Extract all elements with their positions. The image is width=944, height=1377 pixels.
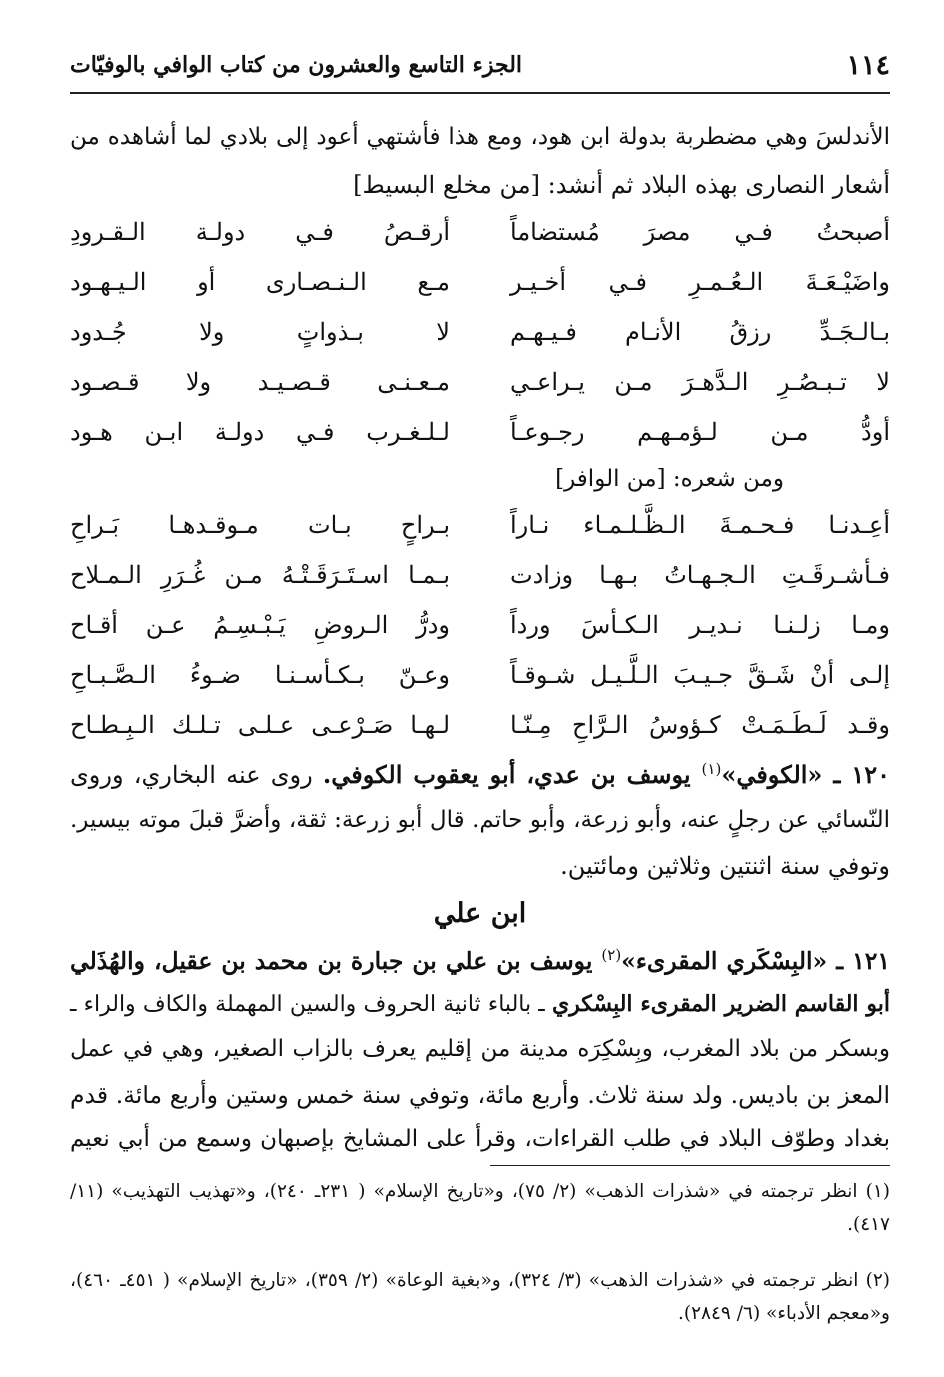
poem1-verse-3-right: بـالـجَـدِّ رزقُ الأنـام فـيـهـم [510, 318, 890, 346]
poem2-verse-2-left: بـمـا اسـتَـرَقَـتْـهُ مـن غُـرَرِ الـمـلاح [70, 561, 450, 589]
entry-121-line-5: بغداد وطوّف البلاد في طلب القراءات، وقرأ على المشايخ بإصبهان وسمع من أبي نعيم [70, 1126, 890, 1152]
entry-121-line-3: وبسكر من بلاد المغرب، وبِسْكِرَه مدينة من إقليم يعرف بالزاب الصغير، وهي في عمل [70, 1036, 890, 1062]
footnote-1-line-2: ٤١٧). [847, 1214, 890, 1235]
entry-121-name-bold: أبو القاسم الضرير المقرىء البِسْكري [551, 991, 890, 1017]
intro-line-2: أشعار النصارى بهذه البلاد ثم أنشد: [من مخلع البسيط] [353, 171, 890, 199]
entry-120-line-2: النّسائي عن رجلٍ عنه، وأبو زرعة، وأبو حاتم. قال أبو زرعة: ثقة، وأضرَّ قبلَ موته بيسير. [70, 807, 890, 833]
footnote-2-line-2: و«معجم الأدباء» (٦/ ٢٨٤٩). [678, 1303, 890, 1324]
poem2-verse-3-right: ومـا زلـنـا نـديـر الـكـأسَ ورداً [510, 611, 890, 639]
poem2-verse-4-left: وعـنّ بـكـأسـنـا ضـوءُ الـصَّـبـاحِ [70, 661, 450, 689]
poem1-verse-1-left: أرقـصُ فـي دولـة الـقـرودِ [70, 218, 450, 246]
entry-121-line-4: المعز بن باديس. ولد سنة ثلاث. وأربع مائة، وتوفي سنة خمس وستين وأربع مائة. قدم [70, 1081, 890, 1109]
entry-120-footnote-ref: (١) [701, 760, 722, 778]
footnote-2-line-1: (٢) انظر ترجمته في «شذرات الذهب» (٣/ ٣٢٤)، و«بغية الوعاة» (٢/ ٣٥٩)، «تاريخ الإسلام» ( ٤٥١ـ ٤٦٠)، [70, 1270, 890, 1291]
entry-120-lead: ١٢٠ ـ «الكوفي» [721, 760, 890, 789]
entry-121-line-1-rest: يوسف بن علي بن جبارة بن محمد بن عقيل، والهُذَلي [70, 946, 602, 975]
section-heading: ابن علي [433, 898, 527, 929]
poem1-verse-5-right: أودُّ مـن لـؤمـهـم رجـوعـاً [510, 418, 890, 446]
entry-121-line-2 [70, 991, 890, 1017]
footnote-1-line-1: (١) انظر ترجمته في «شذرات الذهب» (٢/ ٧٥)، و«تاريخ الإسلام» ( ٢٣١ـ ٢٤٠)، و«تهذيب التهذيب» (١١/ [70, 1181, 891, 1202]
poem1-verse-1-right: أصبحتُ فـي مصرَ مُستضاماً [510, 218, 890, 246]
page-number: ١١٤ [846, 50, 890, 81]
poem1-verse-3-left: لا بـذواتٍ ولا جُـدود [70, 318, 450, 346]
intro-line-1: الأندلسَ وهي مضطربة بدولة ابن هود، ومع هذا فأشتهي أعود إلى بلادي لما أشاهده من [70, 124, 890, 150]
poem2-verse-1-left: بـراحٍ بـات مـوقـدهـا بَـراحِ [70, 511, 450, 539]
entry-120-line-1-rest: روى عنه البخاري، وروى [70, 761, 323, 789]
entry-120-line-3: وتوفي سنة اثنتين وثلاثين ومائتين. [560, 852, 890, 880]
page-header [70, 40, 890, 94]
poem2-verse-4-right: إلـى أنْ شَـقَّ جـيـبَ الـلَّـيـل شـوقـاً [510, 661, 890, 689]
poem2-verse-5-right: وقـد لَـطَـمَـتْ كـؤوسُ الـرَّاحِ مِـنّـا [510, 711, 890, 739]
poem1-verse-2-left: مـع الـنـصـارى أو الـيـهـود [70, 268, 450, 296]
entry-121-lead: ١٢١ ـ «البِسْكَري المقرىء» [621, 946, 890, 975]
poem2-intro: ومن شعره: [من الوافر] [555, 466, 784, 492]
poem2-verse-3-left: ودرُّ الـروضِ يَـبْـسِـمُ عـن أقـاح [70, 611, 450, 639]
entry-120-line-1 [70, 760, 890, 789]
poem2-verse-5-left: لـهـا صَـرْعـى عـلـى تـلـك الـبِـطـاح [70, 711, 450, 739]
running-title: الجزء التاسع والعشرون من كتاب الوافي بالوفيّات [70, 52, 523, 78]
poem1-verse-4-left: مـعـنـى قـصـيـد ولا قـصـود [70, 368, 450, 396]
poem2-verse-1-right: أعِـدنـا فـحـمـةَ الـظَّـلـمـاء نـاراً [510, 511, 890, 539]
poem1-verse-2-right: واضَيْـعَـةَ الـعُـمـرِ فـي أخـيـر [510, 268, 890, 296]
poem1-verse-4-right: لا تـبـصُـرِ الـدَّهـرَ مـن يـراعـي [510, 368, 890, 396]
poem2-verse-2-right: فـأشـرقَـتِ الـجـهـاتُ بـهـا وزادت [510, 561, 890, 589]
entry-120-name: يوسف بن عدي، أبو يعقوب الكوفي. [322, 760, 702, 789]
entry-121-line-1 [70, 946, 890, 975]
poem1-verse-5-left: لـلـغـرب فـي دولـة ابـن هـود [70, 418, 450, 446]
entry-121-footnote-ref: (٢) [601, 946, 622, 964]
footnote-separator [490, 1165, 890, 1166]
entry-121-line-2-rest: ـ بالباء ثانية الحروف والسين المهملة والكاف والراء ـ [70, 992, 552, 1017]
